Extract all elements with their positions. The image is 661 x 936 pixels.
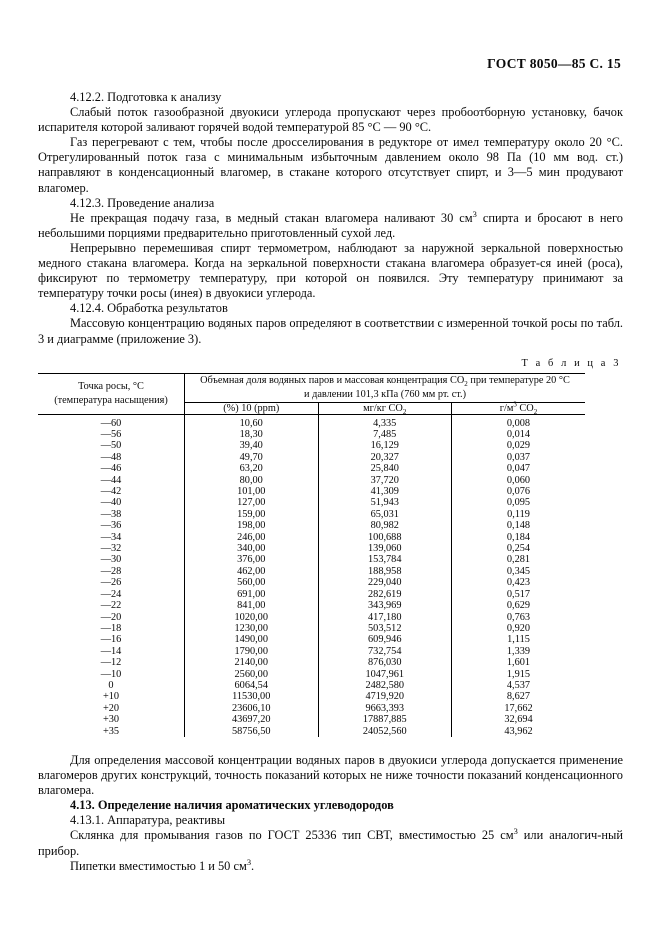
table-row: [38, 543, 585, 554]
cell-g-per-m3: 0,763: [506, 611, 531, 623]
cell-mg-per-kg: 80,982: [318, 520, 452, 531]
cell-dew-point: —30: [38, 554, 185, 565]
table-row: [38, 497, 585, 508]
cell-mg-per-kg: 20,327: [318, 452, 452, 463]
cell-dew-point: —24: [38, 589, 185, 600]
table-row: [38, 680, 585, 691]
paragraph-4-12-3-2: Непрерывно перемешивая спирт термометром, наблюдают за наружной зеркальной поверхностью медного стакана влагомера. Когда на зеркальной поверхности стакана влагомера образует-ся иней (роса), фиксируют по термометру температуру, при которой он появился. Эту температуру принимают за температуру точки росы (инея) в двуокиси углерода.: [38, 240, 623, 301]
cell-volume-fraction: 58756,50: [185, 726, 319, 737]
cell-volume-fraction: 841,00: [185, 600, 319, 611]
cell-g-per-m3: 0,184: [506, 531, 531, 543]
cell-g-per-m3: 0,119: [507, 508, 530, 520]
table-row: [38, 657, 585, 668]
cell-volume-fraction: 101,00: [185, 486, 319, 497]
cell-dew-point: —28: [38, 566, 185, 577]
cell-dew-point: —46: [38, 463, 185, 474]
cell-volume-fraction: 18,30: [185, 429, 319, 440]
table-row: [38, 726, 585, 737]
cell-g-per-m3: 8,627: [506, 691, 531, 703]
cell-mg-per-kg: 4,335: [318, 414, 452, 429]
header-volume-fraction: (%) 10 (ppm): [185, 402, 319, 414]
table-caption: Т а б л и ц а 3: [521, 357, 621, 369]
cell-g-per-m3: 0,047: [506, 463, 531, 475]
section-heading-4-12-2: 4.12.2. Подготовка к анализу: [70, 90, 222, 104]
table-row: [38, 509, 585, 520]
cell-dew-point: —32: [38, 543, 185, 554]
cell-volume-fraction: 11530,00: [185, 691, 319, 702]
header-mg-per-kg: мг/кг $CO_2$: [318, 402, 452, 414]
table-body: [38, 414, 585, 737]
cell-volume-fraction: 39,40: [185, 440, 319, 451]
header-g-per-m3: $г/м^3$ $CO_2$: [452, 402, 586, 414]
cell-g-per-m3: 0,517: [506, 588, 531, 600]
header-dew-point-line1: Точка росы, °С: [78, 381, 144, 393]
cell-mg-per-kg: 9663,393: [318, 703, 452, 714]
cell-volume-fraction: 462,00: [185, 566, 319, 577]
cell-mg-per-kg: 4719,920: [318, 691, 452, 702]
cell-mg-per-kg: 876,030: [318, 657, 452, 668]
cell-dew-point: —36: [38, 520, 185, 531]
cell-volume-fraction: 2140,00: [185, 657, 319, 668]
paragraph-4-12-4-1: Массовую концентрацию водяных паров определяют в соответствии с измеренной точкой росы по табл. 3 и диаграмме (приложение 3).: [38, 316, 623, 346]
table-row: [38, 475, 585, 486]
cell-g-per-m3: 0,629: [506, 600, 531, 612]
cell-volume-fraction: 1230,00: [185, 623, 319, 634]
cell-mg-per-kg: 25,840: [318, 463, 452, 474]
cell-mg-per-kg: 41,309: [318, 486, 452, 497]
table-row: [38, 520, 585, 531]
cell-dew-point: +35: [38, 726, 185, 737]
cell-dew-point: —40: [38, 497, 185, 508]
table-row: [38, 589, 585, 600]
cell-volume-fraction: 1020,00: [185, 612, 319, 623]
running-head: ГОСТ 8050—85 С. 15: [487, 56, 621, 71]
cell-mg-per-kg: 2482,580: [318, 680, 452, 691]
table-row: [38, 646, 585, 657]
table-row: [38, 634, 585, 645]
header-dew-point-line2: (температура насыщения): [54, 394, 168, 406]
header-span-concentration: [185, 373, 586, 402]
cell-dew-point: 0: [38, 680, 185, 691]
cell-mg-per-kg: 188,958: [318, 566, 452, 577]
section-heading-4-12-4: 4.12.4. Обработка результатов: [70, 301, 228, 316]
cell-volume-fraction: 691,00: [185, 589, 319, 600]
cell-mg-per-kg: 229,040: [318, 577, 452, 588]
cell-mg-per-kg: 51,943: [318, 497, 452, 508]
page-content: [38, 0, 623, 874]
cell-mg-per-kg: 503,512: [318, 623, 452, 634]
cell-dew-point: —48: [38, 452, 185, 463]
cell-volume-fraction: 1790,00: [185, 646, 319, 657]
cell-dew-point: —50: [38, 440, 185, 451]
table-row: [38, 703, 585, 714]
table-row: [38, 532, 585, 543]
cell-mg-per-kg: 37,720: [318, 475, 452, 486]
table-row: [38, 414, 585, 429]
cell-volume-fraction: 80,00: [185, 475, 319, 486]
table-3-wrapper: [38, 373, 585, 737]
cell-mg-per-kg: 282,619: [318, 589, 452, 600]
cell-mg-per-kg: 65,031: [318, 509, 452, 520]
cell-g-per-m3: 0,008: [506, 417, 531, 429]
table-row: [38, 554, 585, 565]
section-heading-4-13-1: 4.13.1. Аппаратура, реактивы: [70, 813, 226, 828]
cell-dew-point: —20: [38, 612, 185, 623]
table-head: [38, 373, 585, 414]
cell-dew-point: —26: [38, 577, 185, 588]
cell-volume-fraction: 1490,00: [185, 634, 319, 645]
cell-volume-fraction: 49,70: [185, 452, 319, 463]
cell-mg-per-kg: 16,129: [318, 440, 452, 451]
cell-volume-fraction: 23606,10: [185, 703, 319, 714]
cell-mg-per-kg: 139,060: [318, 543, 452, 554]
cell-dew-point: —42: [38, 486, 185, 497]
cell-volume-fraction: 6064,54: [185, 680, 319, 691]
cell-dew-point: +10: [38, 691, 185, 702]
table-row: [38, 566, 585, 577]
cell-volume-fraction: 43697,20: [185, 714, 319, 725]
header-span-line2: и давлении 101,3 кПа (760 мм рт. ст.): [304, 388, 466, 400]
header-span-line1: Объемная доля водяных паров и массовая концентрация $CO_2$ при температуре 20 °С: [200, 374, 570, 388]
cell-g-per-m3: 0,148: [506, 520, 531, 532]
cell-mg-per-kg: 1047,961: [318, 669, 452, 680]
table-row: [38, 623, 585, 634]
cell-dew-point: —16: [38, 634, 185, 645]
cell-mg-per-kg: 153,784: [318, 554, 452, 565]
paragraph-4-12-2-1: Слабый поток газообразной двуокиси углерода пропускают через пробоотборную установку, бачок испарителя которой заливают горячей водой температурой 85 °С — 90 °С.: [38, 105, 623, 135]
cell-dew-point: —44: [38, 475, 185, 486]
cell-g-per-m3: 4,537: [506, 679, 531, 691]
table-3: [38, 373, 585, 737]
cell-mg-per-kg: 609,946: [318, 634, 452, 645]
cell-g-per-m3: 1,115: [507, 634, 530, 646]
table-row: [38, 463, 585, 474]
cell-volume-fraction: 159,00: [185, 509, 319, 520]
cell-g-per-m3: 0,076: [506, 486, 531, 498]
cell-g-per-m3: 0,345: [506, 565, 531, 577]
cell-g-per-m3: 1,915: [506, 668, 531, 680]
cell-volume-fraction: 376,00: [185, 554, 319, 565]
cell-volume-fraction: 2560,00: [185, 669, 319, 680]
table-row: [38, 440, 585, 451]
cell-dew-point: —18: [38, 623, 185, 634]
paragraph-sklyanka: Склянка для промывания газов по ГОСТ 25336 тип СВТ, вместимостью 25 $см^3$ или аналогич-ный прибор.: [38, 826, 624, 858]
cell-g-per-m3: 0,095: [506, 497, 531, 509]
cell-g-per-m3: 0,281: [506, 554, 531, 566]
cell-volume-fraction: 10,60: [185, 414, 319, 429]
cell-g-per-m3: 43,962: [504, 725, 533, 737]
table-row: [38, 714, 585, 725]
cell-mg-per-kg: 343,969: [318, 600, 452, 611]
cell-mg-per-kg: 24052,560: [318, 726, 452, 737]
cell-volume-fraction: 560,00: [185, 577, 319, 588]
section-heading-4-13: 4.13. Определение наличия ароматических углеводородов: [70, 798, 394, 813]
cell-volume-fraction: 127,00: [185, 497, 319, 508]
cell-mg-per-kg: 100,688: [318, 532, 452, 543]
cell-g-per-m3: 1,339: [506, 645, 531, 657]
cell-g-per-m3: 0,014: [506, 429, 531, 440]
cell-volume-fraction: 340,00: [185, 543, 319, 554]
table-head-row-1: [38, 373, 585, 402]
cell-g-per-m3: 0,029: [506, 440, 531, 452]
cell-dew-point: —34: [38, 532, 185, 543]
cell-g-per-m3: 17,662: [504, 702, 533, 714]
table-row: [38, 600, 585, 611]
paragraph-pipetki: Пипетки вместимостью 1 и 50 $см^3$.: [70, 856, 255, 873]
cell-dew-point: —56: [38, 429, 185, 440]
table-row: [38, 486, 585, 497]
table-row: [38, 669, 585, 680]
cell-dew-point: —60: [38, 414, 185, 429]
cell-volume-fraction: 198,00: [185, 520, 319, 531]
table-row: [38, 612, 585, 623]
cell-volume-fraction: 63,20: [185, 463, 319, 474]
cell-dew-point: —14: [38, 646, 185, 657]
cell-mg-per-kg: 17887,885: [318, 714, 452, 725]
cell-dew-point: +20: [38, 703, 185, 714]
cell-g-per-m3: 1,601: [506, 657, 531, 669]
cell-g-per-m3: 32,694: [504, 714, 533, 726]
cell-dew-point: —12: [38, 657, 185, 668]
cell-g-per-m3: 0,037: [506, 451, 531, 463]
cell-mg-per-kg: 732,754: [318, 646, 452, 657]
cell-volume-fraction: 246,00: [185, 532, 319, 543]
section-heading-4-12-3: 4.12.3. Проведение анализа: [70, 195, 215, 210]
table-row: [38, 429, 585, 440]
paragraph-4-12-3-1: Не прекращая подачу газа, в медный стакан влагомера наливают 30 $см^3$ спирта и бросают в него небольшими порциями предварительно приготовленный сухой лед.: [38, 208, 623, 240]
cell-mg-per-kg: 417,180: [318, 612, 452, 623]
cell-g-per-m3: 0,423: [506, 577, 531, 589]
table-row: [38, 691, 585, 702]
cell-g-per-m3: 0,920: [506, 622, 531, 634]
cell-dew-point: —10: [38, 669, 185, 680]
paragraph-after-table: Для определения массовой концентрации водяных паров в двуокиси углерода допускается применение влагомеров других конструкций, точность показаний которых не ниже точности показаний конденсационного влагомера.: [38, 752, 623, 798]
paragraph-4-12-2-2: Газ перегревают с тем, чтобы после дросселирования в редукторе от имел температуру около 20 °С. Отрегулированный поток газа с минимальным избыточным давлением около 98 Па (10 мм вод. ст.) направляют в конденсационный влагомер, в стакане которого отсутствует спирт, и 3—5 мин продувают влагомер.: [38, 135, 623, 195]
cell-g-per-m3: 0,254: [506, 543, 531, 555]
cell-dew-point: —38: [38, 509, 185, 520]
cell-dew-point: —22: [38, 600, 185, 611]
cell-mg-per-kg: 7,485: [318, 429, 452, 440]
table-row: [38, 452, 585, 463]
header-dew-point: [38, 373, 185, 414]
cell-g-per-m3: 0,060: [506, 474, 531, 486]
table-row: [38, 577, 585, 588]
cell-dew-point: +30: [38, 714, 185, 725]
